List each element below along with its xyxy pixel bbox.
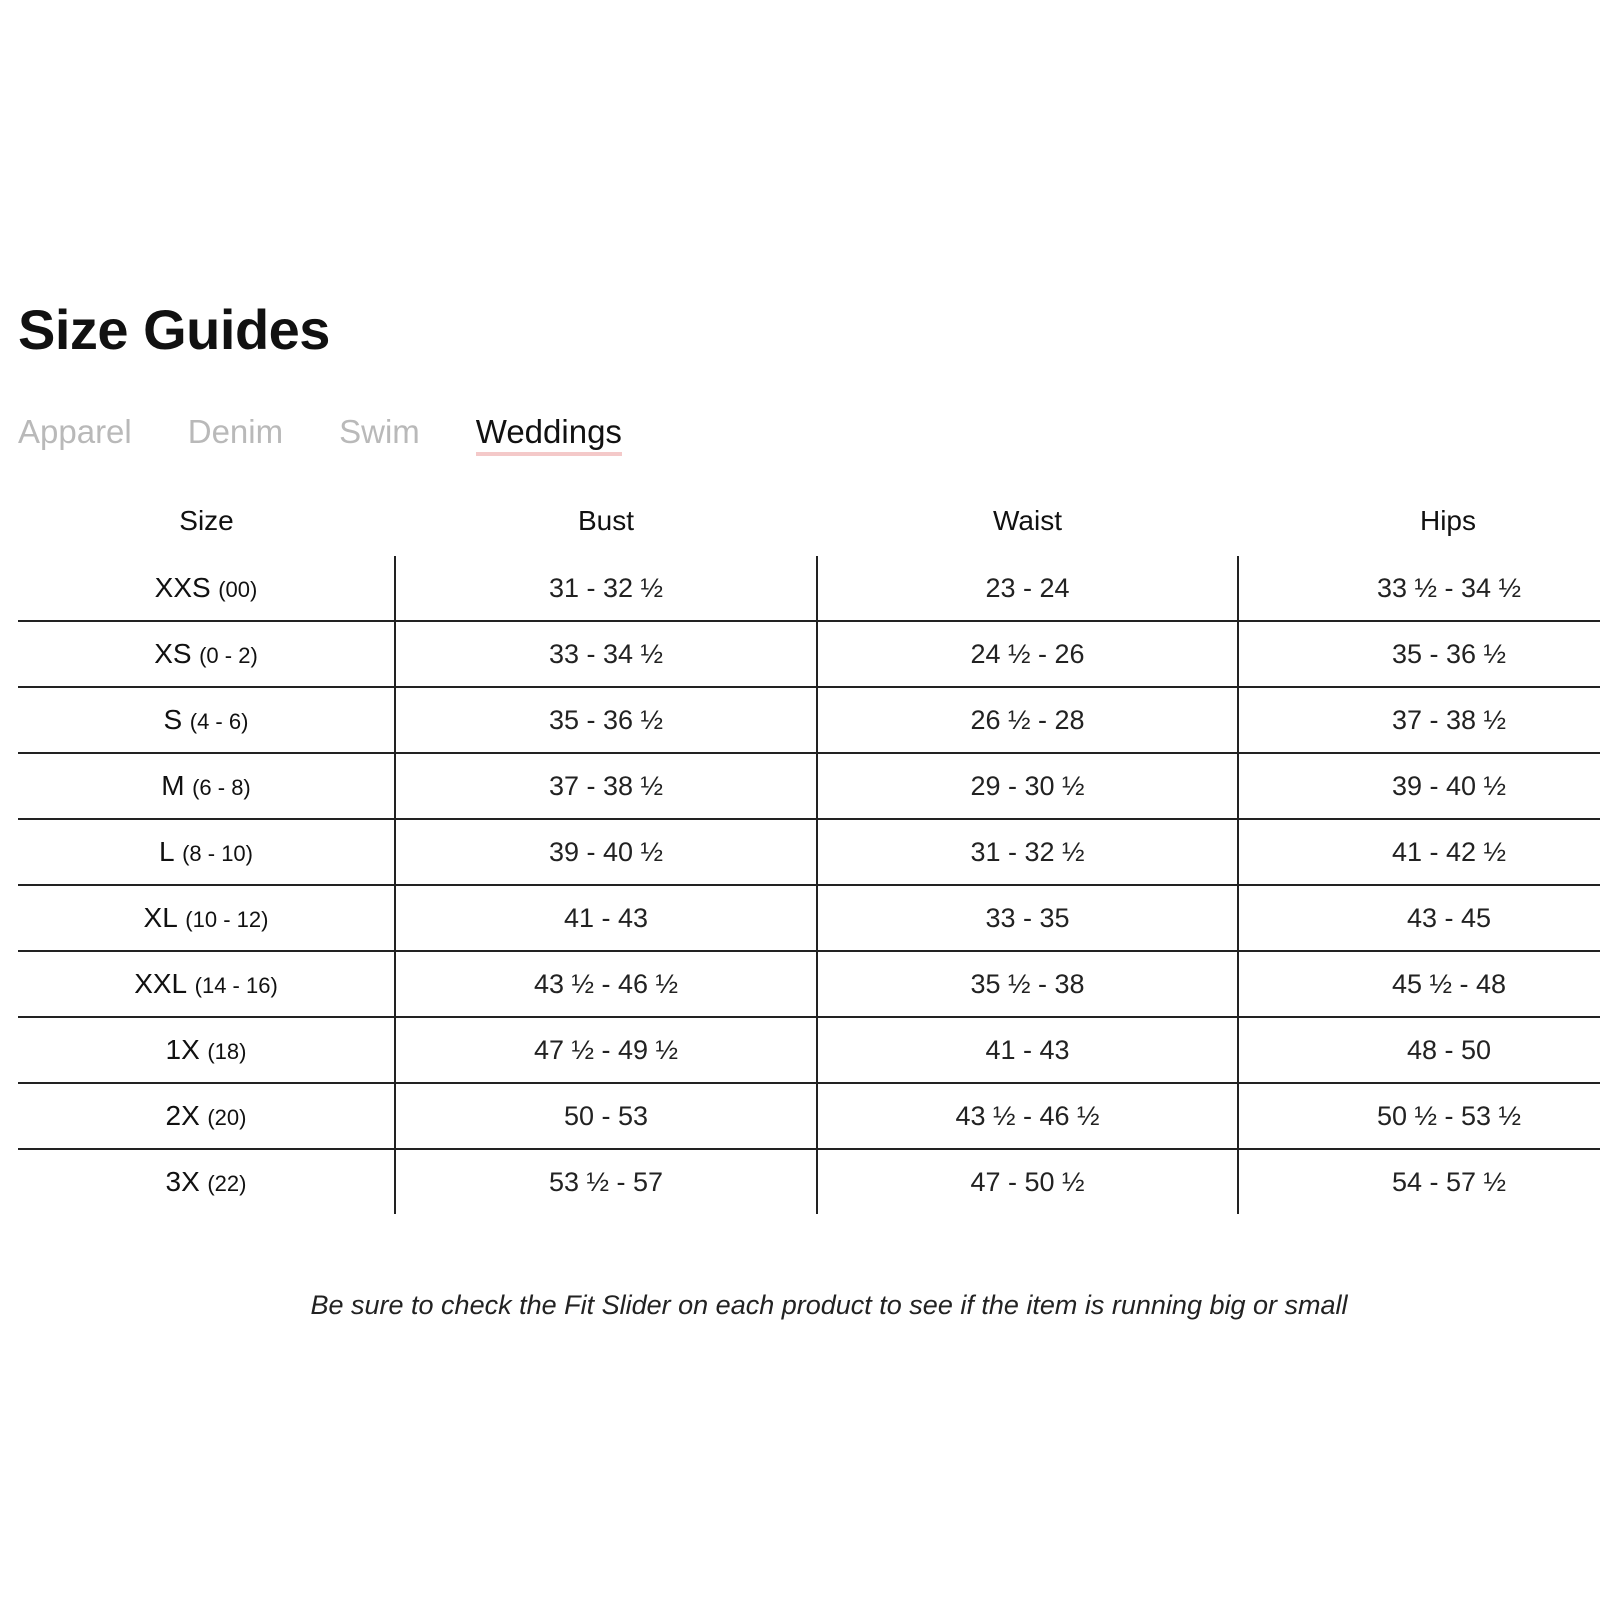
size-label: L (158, 836, 175, 867)
size-numeric: (22) (207, 1171, 247, 1196)
header-size: Size (179, 505, 234, 536)
cell-hips (1238, 885, 1600, 951)
cell-size (18, 819, 395, 885)
cell-hips (1238, 819, 1600, 885)
size-label: 3X (165, 1166, 200, 1197)
cell-bust: 43 ½ - 46 ½ (395, 951, 817, 1017)
cell-hips (1238, 753, 1600, 819)
size-chart-table (18, 486, 1600, 1214)
page-title: Size Guides (18, 298, 330, 361)
size-numeric: (00) (218, 577, 258, 602)
cell-waist: 26 ½ - 28 (817, 687, 1238, 753)
cell-hips (1238, 621, 1600, 687)
cell-size (18, 1083, 395, 1149)
header-hips-label: Hips (1419, 505, 1476, 536)
size-numeric: (10 - 12) (185, 907, 269, 932)
cell-size (18, 1017, 395, 1083)
table-row (18, 885, 1600, 951)
cell-bust: 37 - 38 ½ (395, 753, 817, 819)
cell-bust: 35 - 36 ½ (395, 687, 817, 753)
table-row (18, 687, 1600, 753)
cell-size (18, 951, 395, 1017)
size-label: S (163, 704, 183, 735)
cell-hips (1238, 951, 1600, 1017)
cell-hips-value: 43 - 45 (1406, 902, 1492, 933)
cell-bust: 33 - 34 ½ (395, 621, 817, 687)
cell-waist: 41 - 43 (817, 1017, 1238, 1083)
size-numeric: (6 - 8) (192, 775, 251, 800)
cell-size (18, 687, 395, 753)
cell-hips-value: 37 - 38 ½ (1391, 704, 1507, 735)
cell-size (18, 556, 395, 621)
cell-hips-value: 39 - 40 ½ (1391, 770, 1507, 801)
size-numeric: (18) (207, 1039, 247, 1064)
cell-hips (1238, 1083, 1600, 1149)
cell-waist: 47 - 50 ½ (817, 1149, 1238, 1214)
cell-bust: 47 ½ - 49 ½ (395, 1017, 817, 1083)
tab-apparel[interactable]: Apparel (18, 413, 132, 450)
size-label: 2X (165, 1100, 200, 1131)
cell-bust: 39 - 40 ½ (395, 819, 817, 885)
size-numeric: (14 - 16) (194, 973, 278, 998)
size-numeric: (20) (207, 1105, 247, 1130)
tab-weddings[interactable]: Weddings (476, 408, 622, 458)
cell-waist: 31 - 32 ½ (817, 819, 1238, 885)
table-row (18, 556, 1600, 621)
size-label: XXL (134, 968, 188, 999)
cell-waist: 43 ½ - 46 ½ (817, 1083, 1238, 1149)
cell-waist: 29 - 30 ½ (817, 753, 1238, 819)
size-label: 1X (165, 1034, 200, 1065)
cell-size (18, 1149, 395, 1214)
cell-waist: 24 ½ - 26 (817, 621, 1238, 687)
cell-bust: 53 ½ - 57 (395, 1149, 817, 1214)
size-numeric: (0 - 2) (199, 643, 258, 668)
cell-hips-value: 35 - 36 ½ (1391, 638, 1507, 669)
size-numeric: (4 - 6) (189, 709, 249, 734)
cell-hips-value: 45 ½ - 48 (1391, 968, 1507, 999)
header-bust: Bust (577, 505, 635, 536)
size-numeric: (8 - 10) (182, 841, 253, 866)
cell-waist: 23 - 24 (817, 556, 1238, 621)
cell-bust: 50 - 53 (395, 1083, 817, 1149)
tab-denim[interactable]: Denim (187, 413, 284, 450)
table-row (18, 1083, 1600, 1149)
table-row (18, 1017, 1600, 1083)
cell-hips (1238, 1017, 1600, 1083)
cell-hips-value: 48 - 50 (1406, 1034, 1492, 1065)
table-row (18, 819, 1600, 885)
table-row (18, 621, 1600, 687)
cell-hips (1238, 1149, 1600, 1214)
size-guide-tabs (18, 408, 678, 458)
size-label: XS (154, 638, 192, 669)
table-row (18, 951, 1600, 1017)
cell-size (18, 753, 395, 819)
cell-hips-value: 41 - 42 ½ (1391, 836, 1507, 867)
cell-waist: 33 - 35 (817, 885, 1238, 951)
cell-hips (1238, 687, 1600, 753)
tab-swim[interactable]: Swim (339, 413, 420, 450)
header-waist: Waist (993, 505, 1062, 536)
footnote: Be sure to check the Fit Slider on each product to see if the item is running big or small (310, 1290, 1348, 1320)
cell-hips (1238, 556, 1600, 621)
size-label: XXS (154, 572, 211, 603)
cell-size (18, 621, 395, 687)
cell-size (18, 885, 395, 951)
cell-hips-value: 50 ½ - 53 ½ (1376, 1100, 1522, 1131)
table-row (18, 753, 1600, 819)
table-row (18, 1149, 1600, 1214)
table-header-row (18, 486, 1600, 556)
header-hips (1238, 486, 1600, 556)
cell-hips-value: 33 ½ - 34 ½ (1376, 572, 1522, 603)
size-label: XL (143, 902, 178, 933)
cell-waist: 35 ½ - 38 (817, 951, 1238, 1017)
cell-hips-value: 54 - 57 ½ (1391, 1166, 1507, 1197)
cell-bust: 41 - 43 (395, 885, 817, 951)
size-label: M (161, 770, 185, 801)
cell-bust: 31 - 32 ½ (395, 556, 817, 621)
